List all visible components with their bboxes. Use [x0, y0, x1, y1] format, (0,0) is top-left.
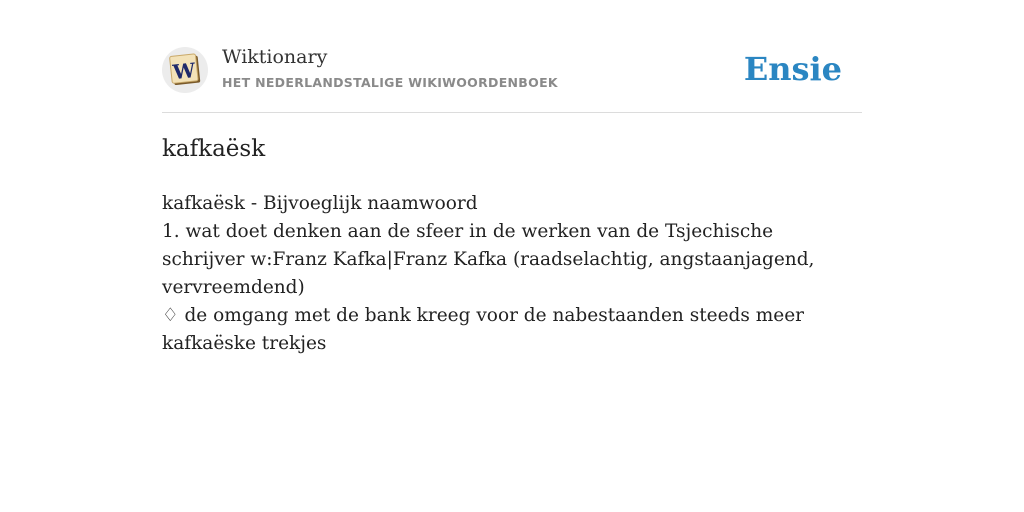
svg-text:W: W: [171, 57, 197, 85]
site-subtitle: HET NEDERLANDSTALIGE WIKIWOORDENBOEK: [222, 75, 558, 90]
ensie-brand-link[interactable]: Ensie: [743, 50, 842, 88]
definition-line: 1. wat doet denken aan de sfeer in de werken van de Tsjechische schrijver w:Franz Kafka|Franz Kafka (raadselachtig, angstaanjagend, vervreemdend): [162, 221, 815, 298]
wiktionary-logo-icon[interactable]: [162, 47, 208, 93]
example-line: ♢ de omgang met de bank kreeg voor de nabestaanden steeds meer kafkaëske trekjes: [162, 305, 805, 354]
site-title[interactable]: Wiktionary: [222, 46, 328, 68]
part-of-speech-line: kafkaësk - Bijvoeglijk naamwoord: [162, 193, 478, 214]
definition-body: [162, 190, 852, 358]
site-header: [162, 44, 862, 113]
page-title: kafkaësk: [162, 136, 266, 162]
wiktionary-tile-icon: [167, 52, 203, 88]
